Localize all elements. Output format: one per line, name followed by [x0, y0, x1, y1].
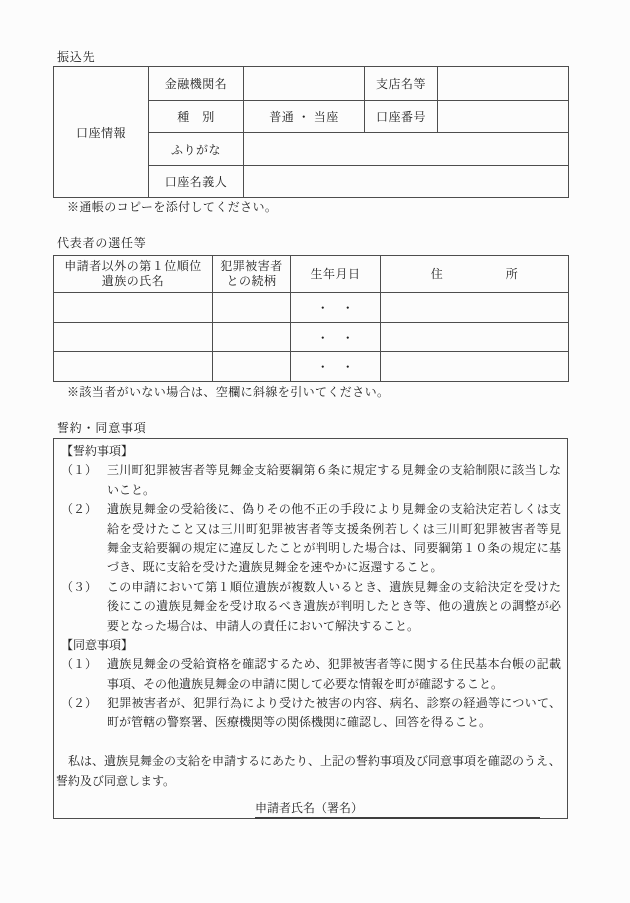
item-text-continuation: 町が管轄の警察署、医療機関等の関係機関に確認し、回答を得ること。: [107, 715, 492, 730]
declaration-paragraph: 私は、遺族見舞金の支給を申請するにあたり、上記の誓約事項及び同意事項を確認のうえ、: [68, 754, 561, 769]
item-text-continuation: づき、既に支給を受けた遺族見舞金を速やかに返還すること。: [107, 560, 443, 575]
item-text-continuation: いこと。: [107, 482, 156, 497]
financial-institution-input[interactable]: [244, 67, 365, 101]
item-text: 遺族見舞金の受給資格を確認するため、犯罪被害者等に関する住民基本台帳の記載: [107, 657, 561, 672]
account-type-label: 種 別: [149, 101, 244, 133]
branch-name-label: 支店名等: [365, 67, 438, 101]
birthdate-input[interactable]: ・ ・: [291, 352, 381, 382]
account-holder-input[interactable]: [244, 166, 569, 198]
pledge-item: [61, 461, 561, 480]
pledge-item: [61, 500, 561, 519]
address-header: 住 所: [381, 256, 569, 293]
item-text-continuation: 要となった場合は、申請人の責任において解決すること。: [107, 618, 420, 633]
blank-line: [61, 733, 561, 752]
representative-section-heading: 代表者の選任等: [57, 236, 147, 250]
address-input[interactable]: [381, 323, 569, 352]
pledge-subheading: 【誓約事項】: [61, 444, 134, 458]
item-text-continuation: 事項、その他遺族見舞金の申請に関して必要な情報を町が確認すること。: [107, 676, 504, 691]
relation-header-line2: との続柄: [226, 274, 277, 288]
relation-input[interactable]: [213, 323, 291, 352]
signature-row: [61, 799, 561, 818]
item-number: （１）: [61, 463, 98, 478]
table-row: [54, 352, 569, 382]
item-text: 遺族見舞金の受給後に、偽りその他不正の手段により見舞金の支給決定若しくは支: [107, 502, 561, 517]
representative-table: [53, 255, 569, 382]
table-row: [54, 323, 569, 352]
bereaved-name-header: [54, 256, 213, 293]
relation-header: [213, 256, 291, 293]
item-number: （３）: [61, 579, 98, 594]
birthdate-header: 生年月日: [291, 256, 381, 293]
table-row: [54, 293, 569, 323]
pledge-item: [61, 694, 561, 713]
furigana-input[interactable]: [244, 133, 569, 166]
item-text-continuation: 後にこの遺族見舞金を受け取るべき遺族が判明したとき等、他の遺族との調整が必: [107, 599, 561, 614]
financial-institution-label: 金融機関名: [149, 67, 244, 101]
account-info-group-label: 口座情報: [54, 67, 149, 198]
furigana-label: ふりがな: [149, 133, 244, 166]
birthdate-input[interactable]: ・ ・: [291, 323, 381, 352]
item-text: 犯罪被害者が、犯罪行為により受けた被害の内容、病名、診察の経過等について、: [107, 696, 561, 711]
pledge-section-heading: 誓約・同意事項: [57, 421, 147, 435]
relation-input[interactable]: [213, 293, 291, 323]
pledge-item: [61, 578, 561, 597]
account-type-choice[interactable]: 普通 ・ 当座: [244, 101, 365, 133]
declaration-paragraph: 誓約及び同意します。: [56, 773, 176, 788]
account-holder-label: 口座名義人: [149, 166, 244, 198]
no-applicable-person-note: ※該当者がいない場合は、空欄に斜線を引いてください。: [67, 385, 390, 399]
relation-input[interactable]: [213, 352, 291, 382]
signature-label: 申請者氏名（署名）: [255, 801, 364, 816]
item-number: （２）: [61, 696, 98, 711]
item-number: （２）: [61, 502, 98, 517]
bereaved-name-header-line1: 申請者以外の第１位順位: [64, 259, 202, 273]
account-number-input[interactable]: [438, 101, 569, 133]
pledge-item: [61, 655, 561, 674]
address-input[interactable]: [381, 293, 569, 323]
item-text: 三川町犯罪被害者等見舞金支給要綱第６条に規定する見舞金の支給制限に該当しな: [107, 463, 561, 478]
item-text-continuation: 給を受けたこと又は三川町犯罪被害者等支援条例若しくは三川町犯罪被害者等見: [107, 521, 561, 536]
relation-header-line1: 犯罪被害者: [220, 259, 283, 273]
bereaved-name-input[interactable]: [54, 293, 213, 323]
bereaved-name-header-line2: 遺族の氏名: [101, 274, 165, 288]
blank-gap: [61, 791, 561, 799]
birthdate-input[interactable]: ・ ・: [291, 293, 381, 323]
transfer-section-heading: 振込先: [57, 50, 96, 64]
pledge-subheading: 【同意事項】: [61, 637, 134, 652]
bereaved-name-input[interactable]: [54, 323, 213, 352]
item-text-continuation: 舞金支給要綱の規定に違反したことが判明した場合は、同要綱第１０条の規定に基: [107, 540, 561, 555]
item-text: この申請において第１順位遺族が複数人いるとき、遺族見舞金の支給決定を受けた: [107, 579, 561, 594]
signature-input[interactable]: [255, 800, 540, 819]
account-number-label: 口座番号: [365, 101, 438, 133]
bereaved-name-input[interactable]: [54, 352, 213, 382]
passbook-copy-note: ※通帳のコピーを添付してください。: [67, 200, 278, 214]
address-input[interactable]: [381, 352, 569, 382]
item-number: （１）: [61, 657, 98, 672]
pledge-box: [53, 438, 568, 819]
bank-account-table: [53, 66, 569, 198]
branch-name-input[interactable]: [438, 67, 569, 101]
